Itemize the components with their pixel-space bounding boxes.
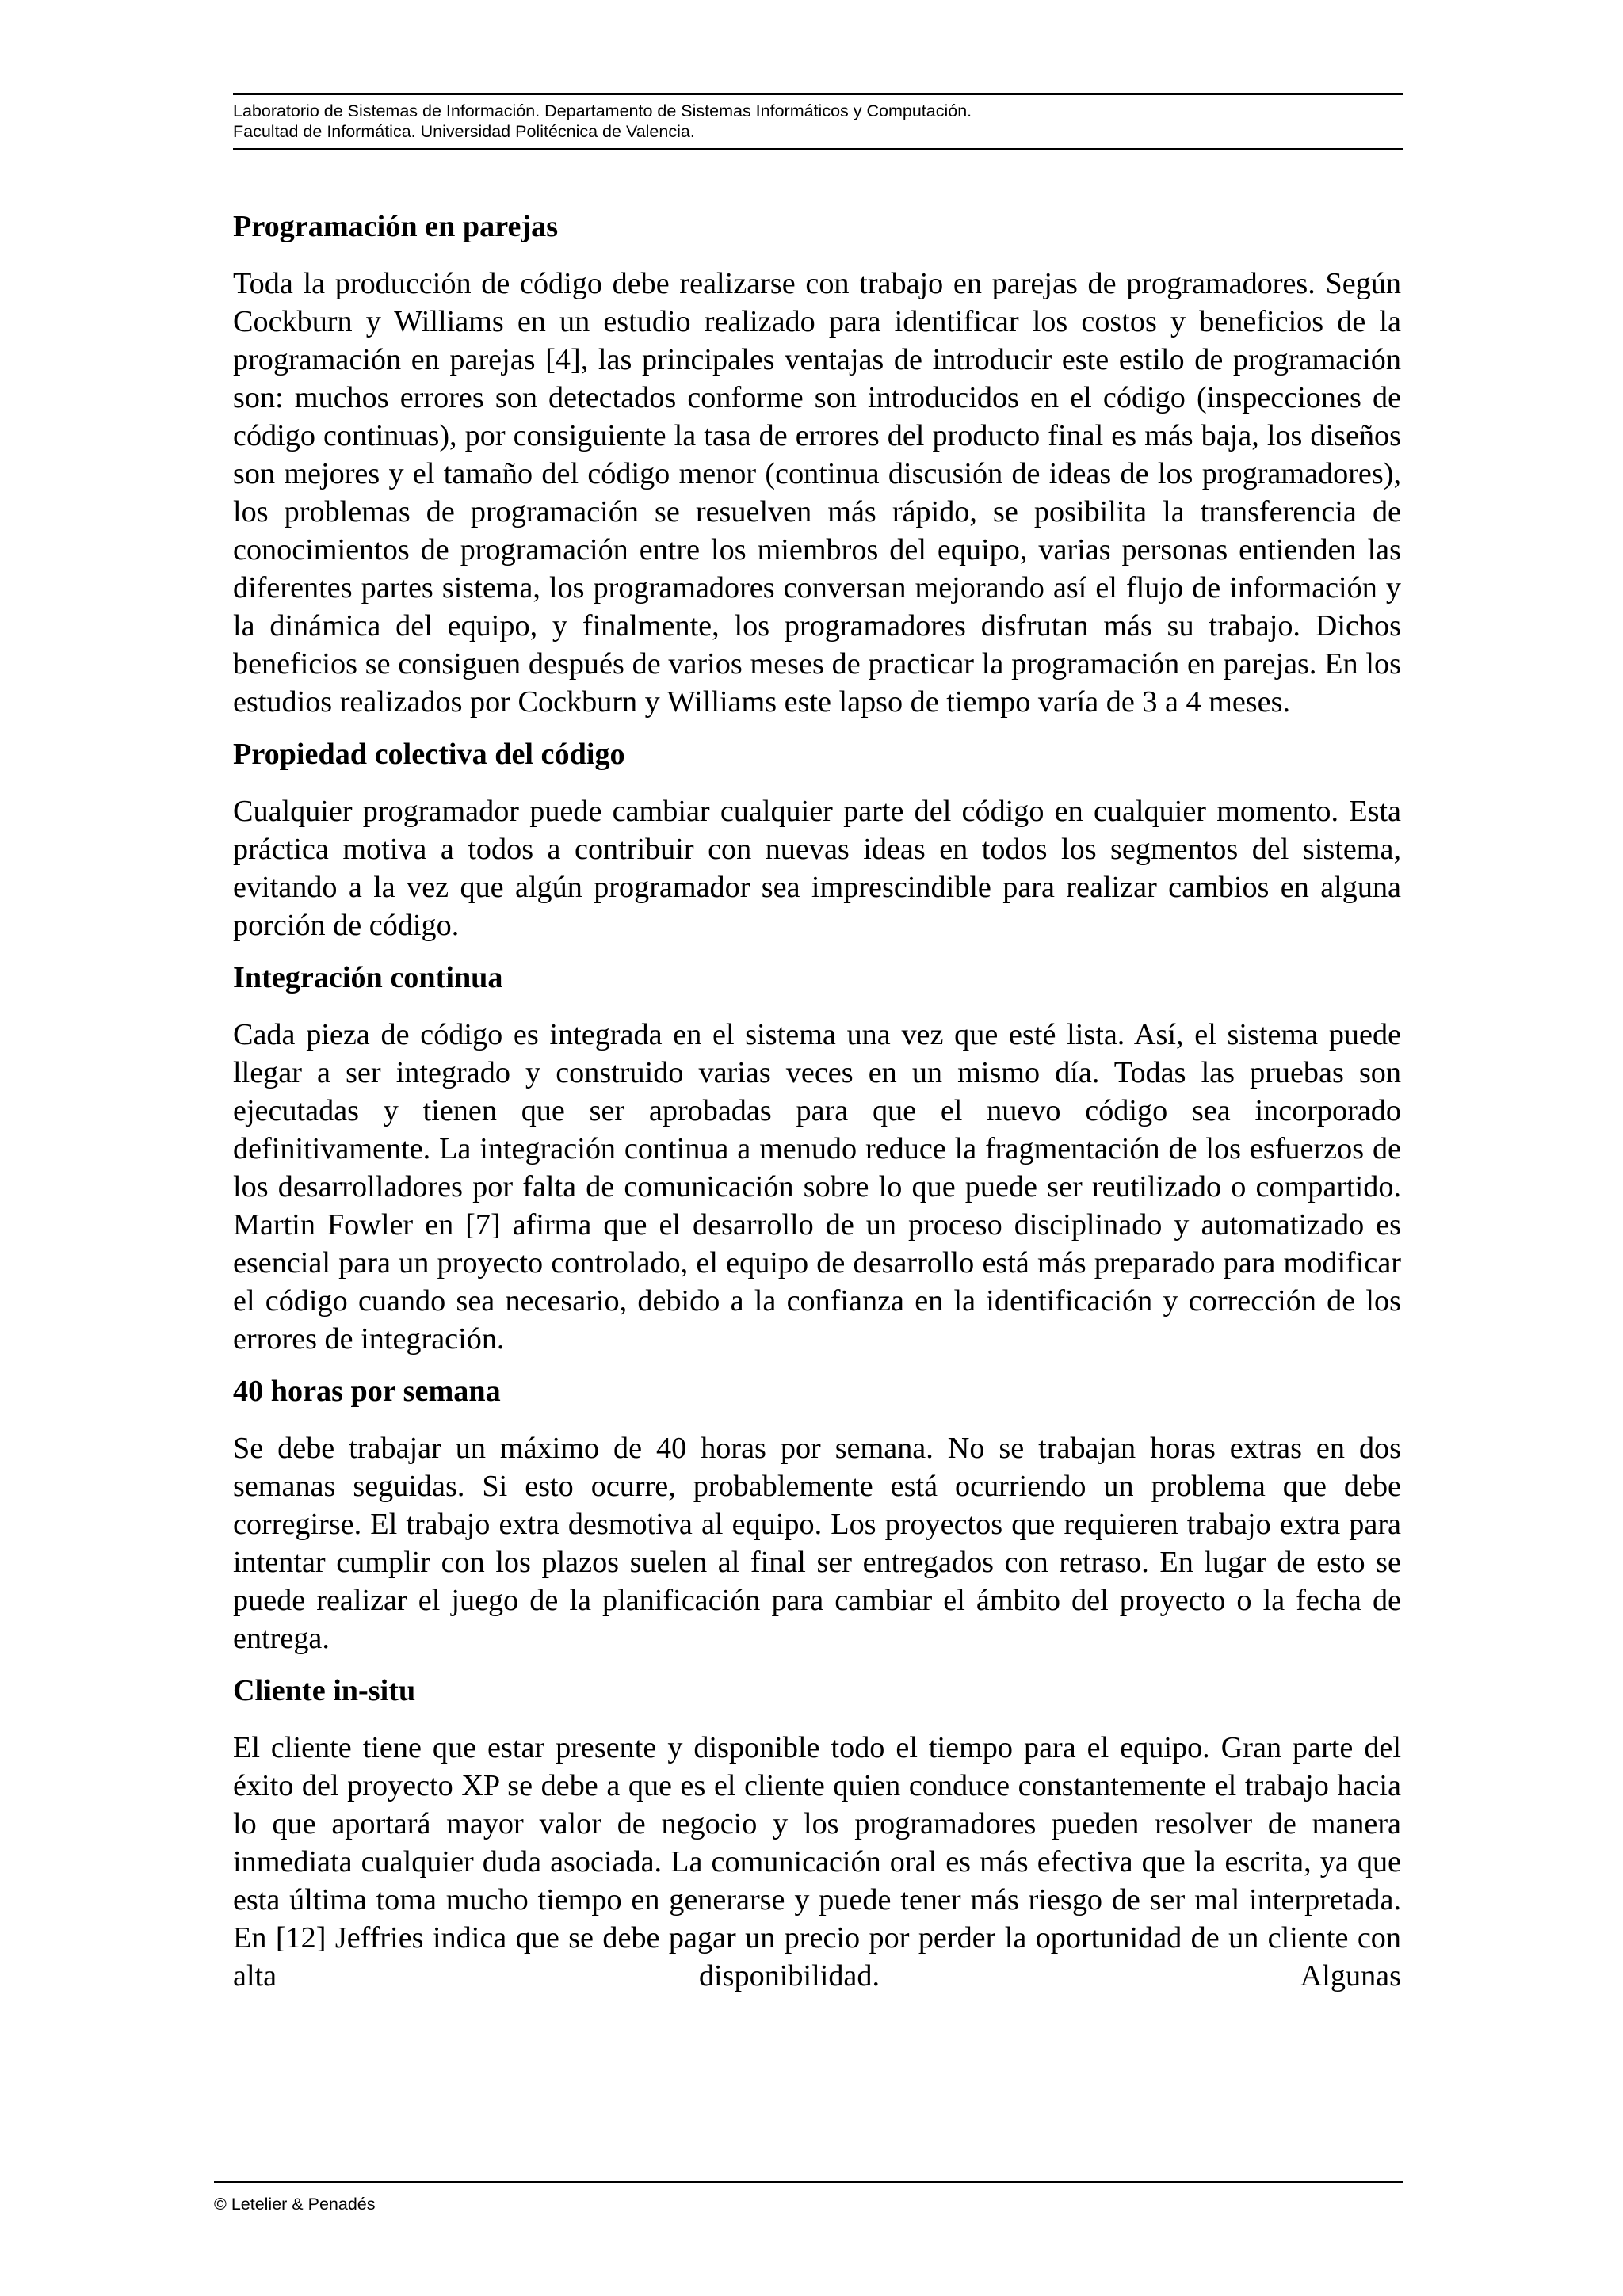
- document-body: [233, 208, 1401, 2009]
- section-title: Integración continua: [233, 961, 503, 994]
- page-header: [233, 93, 1403, 150]
- section-title: Cliente in-situ: [233, 1674, 416, 1707]
- section-propiedad-colectiva: [233, 735, 1401, 944]
- section-paragraph: El cliente tiene que estar presente y disponible todo el tiempo para el equipo. Gran parte del éxito del proyecto XP se debe a que es el cliente quien conduce constantemente el trabajo hacia lo que aportará mayor valor de negocio y los programadores pueden resolver de manera inmediata cualquier duda asociada. La comunicación oral es más efectiva que la escrita, ya que esta última toma mucho tiempo en generarse y puede tener más riesgo de ser mal interpretada. En [12] Jeffries indica que se debe pagar un precio por perder la oportunidad de un cliente con alta disponibilidad. Algunas: [233, 1731, 1401, 1993]
- section-paragraph: Cada pieza de código es integrada en el sistema una vez que esté lista. Así, el sistema puede llegar a ser integrado y construido varias veces en un mismo día. Todas las pruebas son ejecutadas y tienen que ser aprobadas para que el nuevo código sea incorporado definitivamente. La integración continua a menudo reduce la fragmentación de los esfuerzos de los desarrolladores por falta de comunicación sobre lo que puede ser reutilizado o compartido. Martin Fowler en [7] afirma que el desarrollo de un proceso disciplinado y automatizado es esencial para un proyecto controlado, el equipo de desarrollo está más preparado para modificar el código cuando sea necesario, debido a la confianza en la identificación y corrección de los errores de integración.: [233, 1018, 1401, 1356]
- section-paragraph: Toda la producción de código debe realizarse con trabajo en parejas de programadores. Según Cockburn y Williams en un estudio realizado para identificar los costos y beneficios de la programación en parejas [4], las principales ventajas de introducir este estilo de programación son: muchos errores son detectados conforme son introducidos en el código (inspecciones de código continuas), por consiguiente la tasa de errores del producto final es más baja, los diseños son mejores y el tamaño del código menor (continua discusión de ideas de los programadores), los problemas de programación se resuelven más rápido, se posibilita la transferencia de conocimientos de programación entre los miembros del equipo, varias personas entienden las diferentes partes sistema, los programadores conversan mejorando así el flujo de información y la dinámica del equipo, y finalmente, los programadores disfrutan más su trabajo. Dichos beneficios se consiguen después de varios meses de practicar la programación en parejas. En los estudios realizados por Cockburn y Williams este lapso de tiempo varía de 3 a 4 meses.: [233, 267, 1401, 719]
- section-programacion-en-parejas: [233, 208, 1401, 721]
- section-title: 40 horas por semana: [233, 1375, 501, 1408]
- section-paragraph: Cualquier programador puede cambiar cualquier parte del código en cualquier momento. Esta práctica motiva a todos a contribuir con nuevas ideas en todos los segmentos del sistema, evitando a la vez que algún programador sea imprescindible para realizar cambios en alguna porción de código.: [233, 795, 1401, 942]
- section-integracion-continua: [233, 959, 1401, 1358]
- header-line-2: Facultad de Informática. Universidad Politécnica de Valencia.: [233, 122, 695, 141]
- footer-copyright: © Letelier & Penadés: [214, 2195, 376, 2214]
- section-title: Propiedad colectiva del código: [233, 738, 625, 771]
- section-paragraph: Se debe trabajar un máximo de 40 horas por semana. No se trabajan horas extras en dos semanas seguidas. Si esto ocurre, probablemente está ocurriendo un problema que debe corregirse. El trabajo extra desmotiva al equipo. Los proyectos que requieren trabajo extra para intentar cumplir con los plazos suelen al final ser entregados con retraso. En lugar de esto se puede realizar el juego de la planificación para cambiar el ámbito del proyecto o la fecha de entrega.: [233, 1432, 1401, 1655]
- header-line-1: Laboratorio de Sistemas de Información. Departamento de Sistemas Informáticos y Computación.: [233, 101, 972, 120]
- page-footer: [214, 2181, 1403, 2214]
- section-40-horas: [233, 1372, 1401, 1657]
- section-cliente-in-situ: [233, 1672, 1401, 1995]
- section-title: Programación en parejas: [233, 210, 559, 243]
